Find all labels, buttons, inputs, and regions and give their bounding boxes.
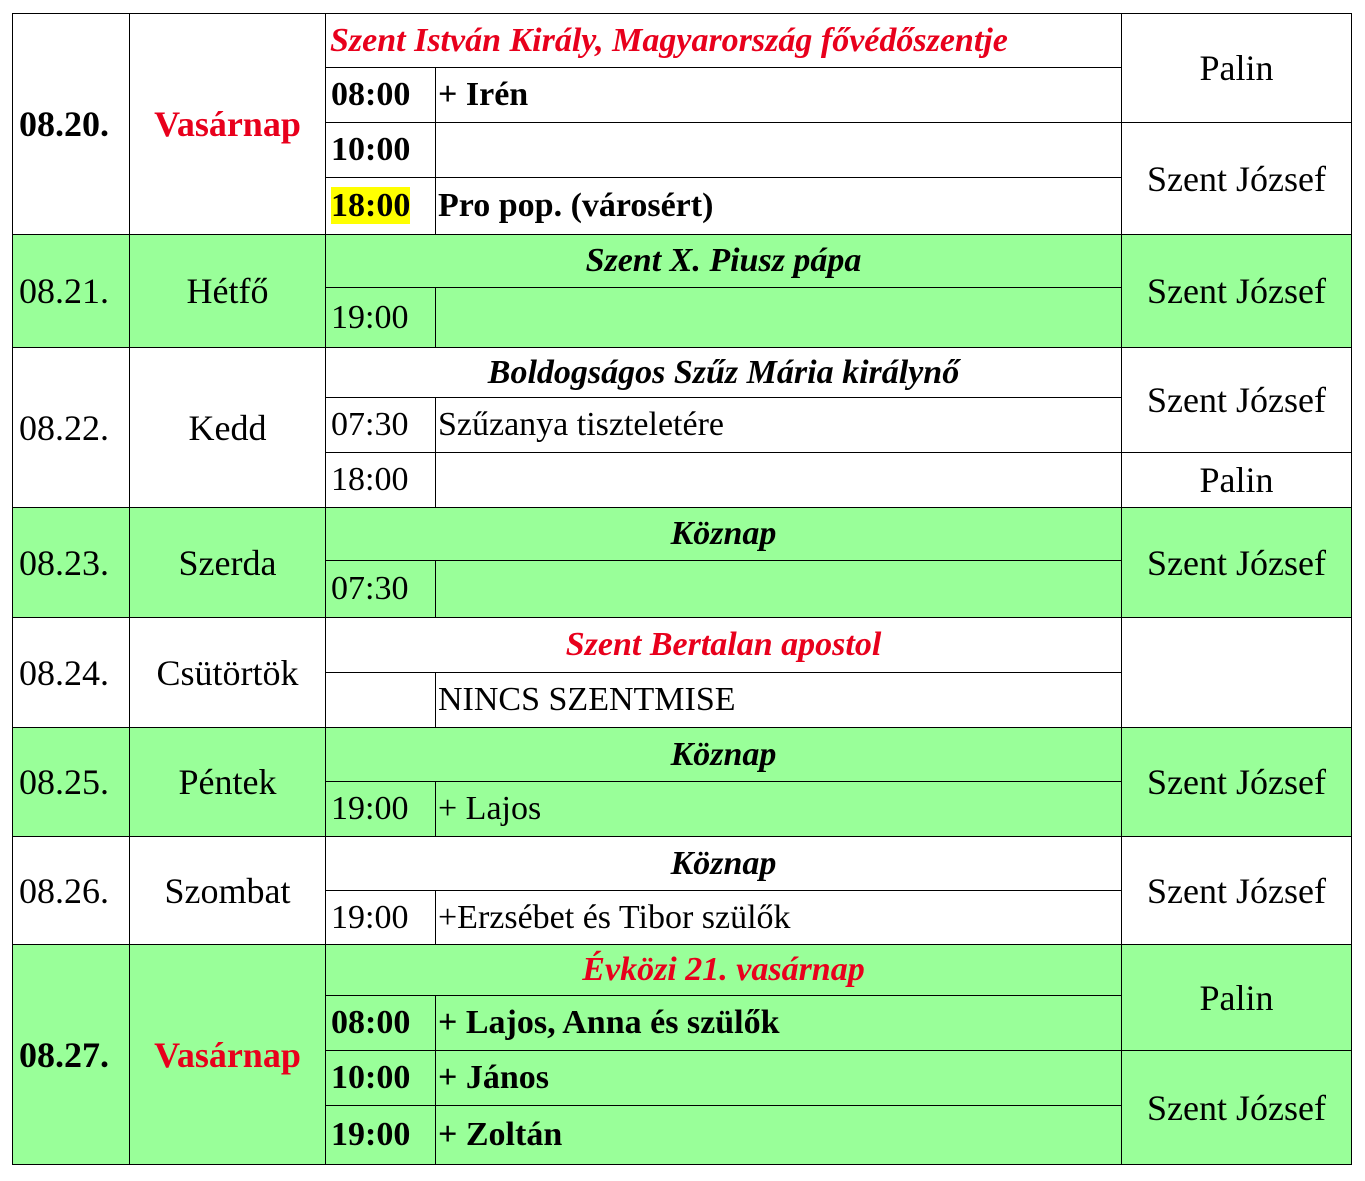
day-cell: Kedd [130,348,326,508]
intention-cell: + Zoltán [436,1106,1122,1165]
time-cell: 19:00 [326,782,436,837]
highlighted-time: 18:00 [331,187,411,224]
intention-cell: + Lajos, Anna és szülők [436,996,1122,1051]
location-cell: Palin [1122,14,1352,123]
date-cell: 08.25. [13,728,130,837]
intention-cell [436,453,1122,508]
location-cell: Szent József [1122,1051,1352,1165]
date-cell: 08.20. [13,14,130,235]
time-cell: 18:00 [326,453,436,508]
time-cell [326,673,436,728]
day-cell: Vasárnap [130,945,326,1165]
date-cell: 08.21. [13,235,130,348]
feast-cell: Évközi 21. vasárnap [326,945,1122,996]
date-cell: 08.27. [13,945,130,1165]
time-cell [326,178,436,235]
location-cell: Szent József [1122,235,1352,348]
intention-cell: NINCS SZENTMISE [436,673,1122,728]
intention-cell [436,288,1122,348]
day-cell: Péntek [130,728,326,837]
date-cell: 08.26. [13,837,130,945]
time-cell: 19:00 [326,1106,436,1165]
feast-cell: Szent István Király, Magyarország fővédőszentje [326,14,1122,68]
date-cell: 08.24. [13,618,130,728]
feast-cell: Köznap [326,728,1122,782]
feast-cell: Boldogságos Szűz Mária királynő [326,348,1122,398]
time-cell: 08:00 [326,68,436,123]
time-cell: 10:00 [326,123,436,178]
intention-cell: Pro pop. (városért) [436,178,1122,235]
intention-cell: + Irén [436,68,1122,123]
intention-cell: Szűzanya tiszteletére [436,398,1122,453]
location-cell: Szent József [1122,348,1352,453]
location-cell [1122,618,1352,728]
date-cell: 08.23. [13,508,130,618]
time-cell: 07:30 [326,561,436,618]
location-cell: Szent József [1122,123,1352,235]
location-cell: Szent József [1122,508,1352,618]
feast-cell: Köznap [326,837,1122,891]
day-cell: Szombat [130,837,326,945]
time-cell: 19:00 [326,288,436,348]
date-cell: 08.22. [13,348,130,508]
mass-schedule-table [12,13,1352,1165]
day-cell: Vasárnap [130,14,326,235]
day-cell: Hétfő [130,235,326,348]
location-cell: Szent József [1122,837,1352,945]
intention-cell: + Lajos [436,782,1122,837]
location-cell: Palin [1122,945,1352,1051]
time-cell: 08:00 [326,996,436,1051]
location-cell: Szent József [1122,728,1352,837]
intention-cell: +Erzsébet és Tibor szülők [436,891,1122,945]
time-cell: 10:00 [326,1051,436,1106]
time-cell: 19:00 [326,891,436,945]
time-cell: 07:30 [326,398,436,453]
feast-cell: Köznap [326,508,1122,561]
day-cell: Szerda [130,508,326,618]
location-cell: Palin [1122,453,1352,508]
intention-cell [436,561,1122,618]
feast-cell: Szent X. Piusz pápa [326,235,1122,288]
day-cell: Csütörtök [130,618,326,728]
intention-cell [436,123,1122,178]
feast-cell: Szent Bertalan apostol [326,618,1122,673]
intention-cell: + János [436,1051,1122,1106]
